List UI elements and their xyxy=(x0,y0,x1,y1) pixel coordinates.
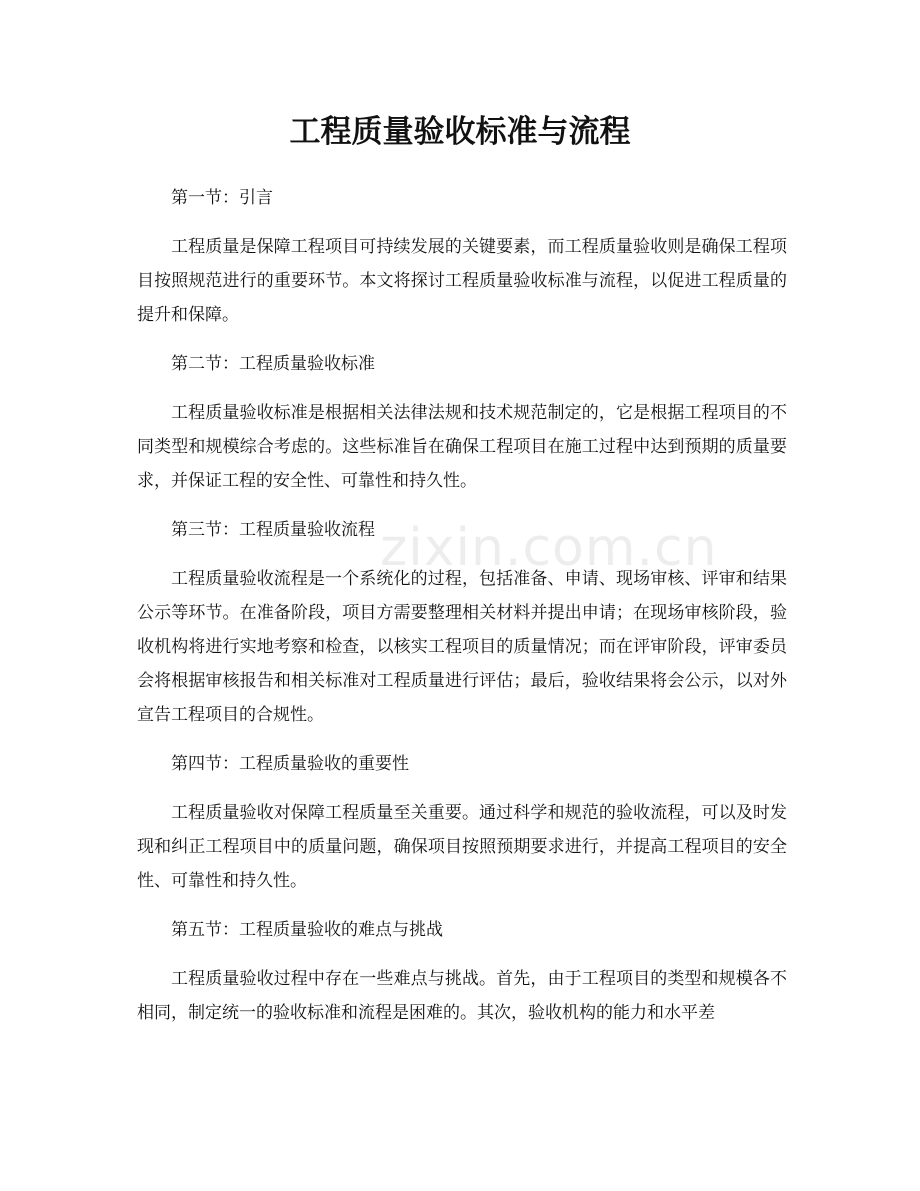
document-body xyxy=(137,181,787,1045)
section-heading-5: 第五节：工程质量验收的难点与挑战 xyxy=(171,920,443,940)
section-heading-2: 第二节：工程质量验收标准 xyxy=(171,354,375,374)
section-heading-3: 第三节：工程质量验收流程 xyxy=(171,520,375,540)
section-paragraph-4: 工程质量验收对保障工程质量至关重要。通过科学和规范的验收流程，可以及时发现和纠正工程项目中的质量问题，确保项目按照预期要求进行，并提高工程项目的安全性、可靠性和持久性。 xyxy=(137,803,787,891)
section-heading-4: 第四节：工程质量验收的重要性 xyxy=(171,754,409,774)
section-paragraph-2: 工程质量验收标准是根据相关法律法规和技术规范制定的，它是根据工程项目的不同类型和规模综合考虑的。这些标准旨在确保工程项目在施工过程中达到预期的质量要求，并保证工程的安全性、可靠性和持久性。 xyxy=(137,403,787,491)
document-title: 工程质量验收标准与流程 xyxy=(289,114,631,150)
watermark: zixin.com.cn xyxy=(380,518,718,578)
section-paragraph-3: 工程质量验收流程是一个系统化的过程，包括准备、申请、现场审核、评审和结果公示等环节。在准备阶段，项目方需要整理相关材料并提出申请；在现场审核阶段，验收机构将进行实地考察和检查，以核实工程项目的质量情况；而在评审阶段，评审委员会将根据审核报告和相关标准对工程质量进行评估；最后，验收结果将会公示，以对外宣告工程项目的合规性。 xyxy=(137,569,787,725)
section-paragraph-1: 工程质量是保障工程项目可持续发展的关键要素，而工程质量验收则是确保工程项目按照规范进行的重要环节。本文将探讨工程质量验收标准与流程，以促进工程质量的提升和保障。 xyxy=(137,237,787,325)
section-heading-1: 第一节：引言 xyxy=(171,188,273,208)
section-paragraph-5: 工程质量验收过程中存在一些难点与挑战。首先，由于工程项目的类型和规模各不相同，制定统一的验收标准和流程是困难的。其次，验收机构的能力和水平差 xyxy=(137,969,787,1023)
